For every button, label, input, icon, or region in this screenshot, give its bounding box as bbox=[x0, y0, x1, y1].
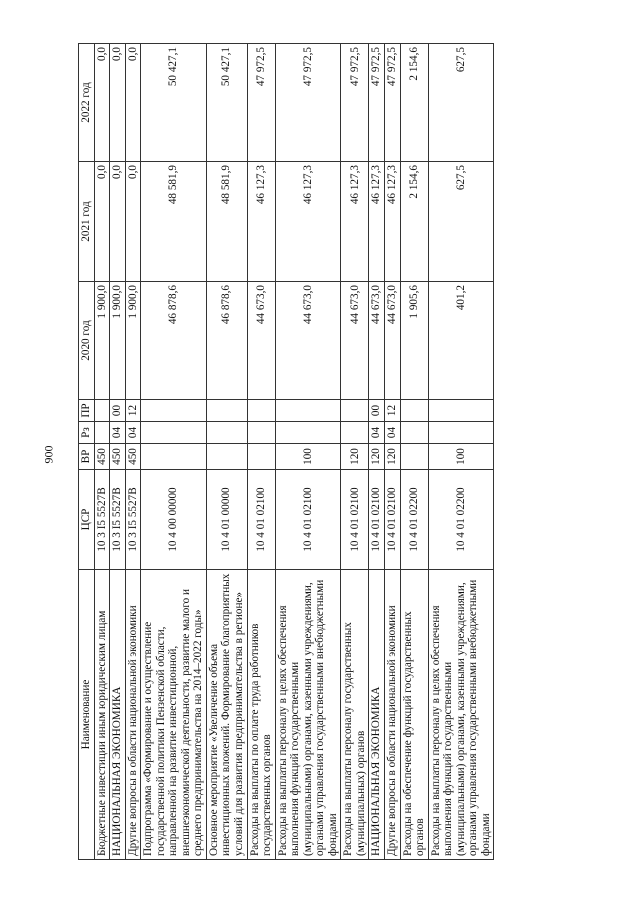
cell-2022: 0,0 bbox=[125, 44, 141, 162]
cell-2021: 0,0 bbox=[110, 162, 126, 282]
cell-pr: 12 bbox=[125, 400, 141, 422]
cell-csr: 10 4 01 02100 bbox=[369, 470, 385, 570]
budget-table bbox=[78, 43, 494, 860]
cell-2021: 46 127,3 bbox=[247, 162, 275, 282]
cell-csr: 10 4 01 02100 bbox=[341, 470, 369, 570]
header-row bbox=[79, 44, 95, 860]
cell-name: Подпрограмма «Формирование и осуществление государственной политики Пензенской области, направленной на развитие инвестиционной, внешнеэкономической деятельности, развитие малого и среднего предпринимательства на 2014–2022 годы» bbox=[141, 570, 207, 860]
table-row bbox=[369, 44, 385, 860]
cell-2020: 1 900,0 bbox=[110, 282, 126, 400]
cell-vr bbox=[141, 444, 207, 470]
cell-pr bbox=[341, 400, 369, 422]
cell-name: Основное мероприятие «Увеличение объема инвестиционных вложений. Формирование благоприятных условий для развития предпринимательства в регионе» bbox=[206, 570, 247, 860]
cell-csr: 10 4 01 00000 bbox=[206, 470, 247, 570]
cell-rz bbox=[247, 422, 275, 444]
cell-name: Расходы на выплаты по оплате труда работников государственных органов bbox=[247, 570, 275, 860]
cell-vr: 450 bbox=[125, 444, 141, 470]
cell-2020: 1 900,0 bbox=[94, 282, 110, 400]
cell-vr: 450 bbox=[110, 444, 126, 470]
cell-pr bbox=[94, 400, 110, 422]
header-name: Наименование bbox=[79, 570, 95, 860]
cell-vr: 450 bbox=[94, 444, 110, 470]
cell-2020: 1 905,6 bbox=[400, 282, 428, 400]
cell-rz bbox=[275, 422, 341, 444]
cell-2021: 2 154,6 bbox=[400, 162, 428, 282]
cell-2022: 0,0 bbox=[110, 44, 126, 162]
cell-pr bbox=[400, 400, 428, 422]
header-pr: ПР bbox=[79, 400, 95, 422]
cell-csr: 10 4 01 02200 bbox=[400, 470, 428, 570]
cell-2021: 46 127,3 bbox=[275, 162, 341, 282]
table-row bbox=[141, 44, 207, 860]
cell-2021: 48 581,9 bbox=[206, 162, 247, 282]
cell-2021: 46 127,3 bbox=[385, 162, 401, 282]
cell-vr bbox=[247, 444, 275, 470]
cell-2021: 0,0 bbox=[125, 162, 141, 282]
cell-csr: 10 4 01 02100 bbox=[275, 470, 341, 570]
header-2020: 2020 год bbox=[79, 282, 95, 400]
cell-pr: 00 bbox=[369, 400, 385, 422]
cell-pr bbox=[141, 400, 207, 422]
cell-2022: 50 427,1 bbox=[141, 44, 207, 162]
cell-csr: 10 3 I5 5527В bbox=[110, 470, 126, 570]
table-row bbox=[247, 44, 275, 860]
cell-vr: 100 bbox=[428, 444, 494, 470]
cell-2022: 50 427,1 bbox=[206, 44, 247, 162]
cell-2020: 1 900,0 bbox=[125, 282, 141, 400]
header-rz: Рз bbox=[79, 422, 95, 444]
cell-2022: 627,5 bbox=[428, 44, 494, 162]
cell-rz bbox=[94, 422, 110, 444]
cell-name: Другие вопросы в области национальной экономики bbox=[125, 570, 141, 860]
cell-2020: 44 673,0 bbox=[275, 282, 341, 400]
cell-vr: 120 bbox=[341, 444, 369, 470]
cell-name: НАЦИОНАЛЬНАЯ ЭКОНОМИКА bbox=[110, 570, 126, 860]
cell-vr: 120 bbox=[369, 444, 385, 470]
cell-2020: 44 673,0 bbox=[247, 282, 275, 400]
cell-name: Бюджетные инвестиции иным юридическим лицам bbox=[94, 570, 110, 860]
cell-rz bbox=[206, 422, 247, 444]
cell-name: Расходы на обеспечение функций государственных органов bbox=[400, 570, 428, 860]
cell-2020: 46 878,6 bbox=[141, 282, 207, 400]
table-row bbox=[400, 44, 428, 860]
table-row bbox=[94, 44, 110, 860]
cell-2022: 47 972,5 bbox=[369, 44, 385, 162]
cell-csr: 10 4 01 02100 bbox=[385, 470, 401, 570]
header-vr: ВР bbox=[79, 444, 95, 470]
cell-2020: 401,2 bbox=[428, 282, 494, 400]
cell-2021: 0,0 bbox=[94, 162, 110, 282]
table-row bbox=[428, 44, 494, 860]
table-row bbox=[275, 44, 341, 860]
cell-2021: 48 581,9 bbox=[141, 162, 207, 282]
cell-rz bbox=[341, 422, 369, 444]
table-row bbox=[125, 44, 141, 860]
cell-2022: 47 972,5 bbox=[275, 44, 341, 162]
cell-vr bbox=[206, 444, 247, 470]
cell-name: Расходы на выплаты персоналу в целях обеспечения выполнения функций государственными (муниципальными) органами, казенными учреждениями, органами управления государственными внебюджетными фондами bbox=[275, 570, 341, 860]
cell-2022: 47 972,5 bbox=[385, 44, 401, 162]
cell-name: НАЦИОНАЛЬНАЯ ЭКОНОМИКА bbox=[369, 570, 385, 860]
rotated-table-container bbox=[78, 44, 598, 860]
header-csr: ЦСР bbox=[79, 470, 95, 570]
cell-name: Другие вопросы в области национальной экономики bbox=[385, 570, 401, 860]
cell-vr bbox=[400, 444, 428, 470]
cell-rz bbox=[400, 422, 428, 444]
cell-csr: 10 3 I5 5527В bbox=[125, 470, 141, 570]
cell-vr: 120 bbox=[385, 444, 401, 470]
header-2021: 2021 год bbox=[79, 162, 95, 282]
table-row bbox=[110, 44, 126, 860]
cell-2022: 47 972,5 bbox=[341, 44, 369, 162]
cell-rz: 04 bbox=[125, 422, 141, 444]
cell-csr: 10 4 00 00000 bbox=[141, 470, 207, 570]
table-row bbox=[385, 44, 401, 860]
cell-pr bbox=[247, 400, 275, 422]
cell-pr: 00 bbox=[110, 400, 126, 422]
cell-pr bbox=[275, 400, 341, 422]
cell-csr: 10 4 01 02200 bbox=[428, 470, 494, 570]
cell-rz: 04 bbox=[369, 422, 385, 444]
cell-2021: 46 127,3 bbox=[369, 162, 385, 282]
cell-2020: 44 673,0 bbox=[341, 282, 369, 400]
cell-2020: 44 673,0 bbox=[385, 282, 401, 400]
cell-pr bbox=[206, 400, 247, 422]
cell-vr: 100 bbox=[275, 444, 341, 470]
table-row bbox=[206, 44, 247, 860]
cell-name: Расходы на выплаты персоналу государственных (муниципальных) органов bbox=[341, 570, 369, 860]
cell-rz bbox=[428, 422, 494, 444]
cell-csr: 10 3 I5 5527В bbox=[94, 470, 110, 570]
cell-rz: 04 bbox=[385, 422, 401, 444]
cell-rz: 04 bbox=[110, 422, 126, 444]
cell-2021: 46 127,3 bbox=[341, 162, 369, 282]
cell-2021: 627,5 bbox=[428, 162, 494, 282]
cell-2020: 44 673,0 bbox=[369, 282, 385, 400]
cell-pr: 12 bbox=[385, 400, 401, 422]
table-row bbox=[341, 44, 369, 860]
cell-2020: 46 878,6 bbox=[206, 282, 247, 400]
header-2022: 2022 год bbox=[79, 44, 95, 162]
cell-csr: 10 4 01 02100 bbox=[247, 470, 275, 570]
cell-name: Расходы на выплаты персоналу в целях обеспечения выполнения функций государственными (муниципальными) органами, казенными учреждениями, органами управления государственными внебюджетными фондами bbox=[428, 570, 494, 860]
page-number: 900 bbox=[41, 445, 56, 464]
cell-2022: 2 154,6 bbox=[400, 44, 428, 162]
cell-2022: 0,0 bbox=[94, 44, 110, 162]
cell-rz bbox=[141, 422, 207, 444]
cell-2022: 47 972,5 bbox=[247, 44, 275, 162]
cell-pr bbox=[428, 400, 494, 422]
